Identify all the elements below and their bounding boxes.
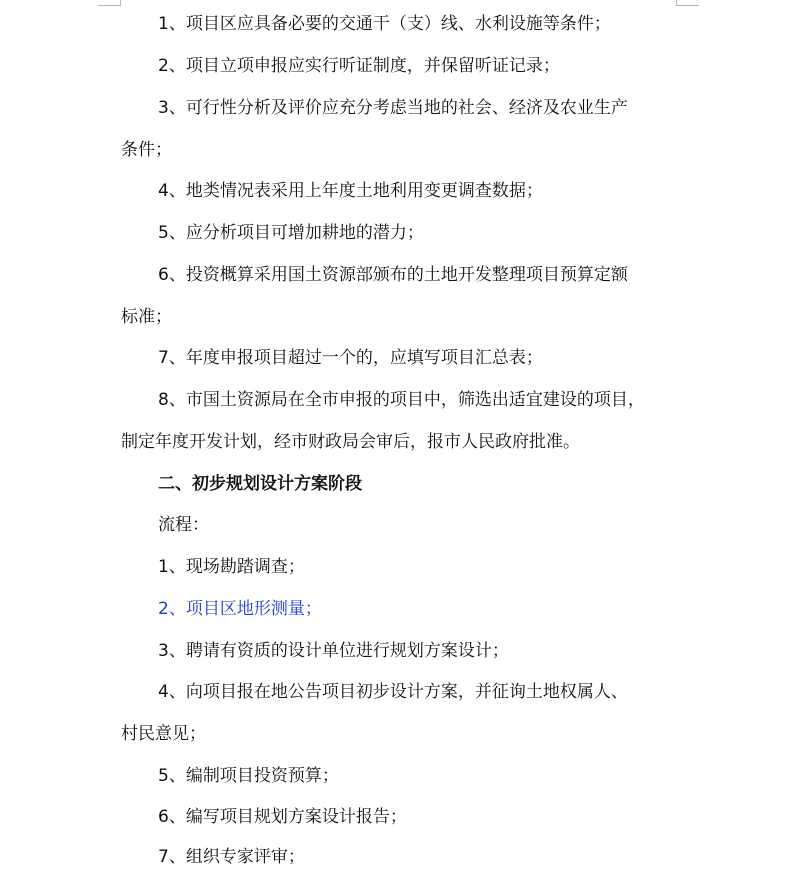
list-item: 2、项目立项申报应实行听证制度，并保留听证记录； bbox=[158, 56, 560, 76]
list-item: 3、聘请有资质的设计单位进行规划方案设计； bbox=[158, 641, 509, 661]
list-item-continuation: 村民意见； bbox=[121, 724, 206, 744]
list-item: 6、编写项目规划方案设计报告； bbox=[158, 807, 407, 827]
list-item-continuation: 标准； bbox=[121, 307, 172, 327]
list-item: 4、向项目报在地公告项目初步设计方案，并征询土地权属人、 bbox=[158, 682, 628, 702]
list-item: 4、地类情况表采用上年度土地利用变更调查数据； bbox=[158, 181, 543, 201]
process-label: 流程： bbox=[158, 515, 209, 535]
list-item: 6、投资概算采用国土资源部颁布的土地开发整理项目预算定额 bbox=[158, 265, 628, 285]
list-item: 1、现场勘踏调查； bbox=[158, 557, 305, 577]
list-item-continuation: 制定年度开发计划，经市财政局会审后，报市人民政府批准。 bbox=[121, 432, 580, 452]
list-item: 3、可行性分析及评价应充分考虑当地的社会、经济及农业生产 bbox=[158, 98, 628, 118]
list-item-link[interactable]: 2、项目区地形测量； bbox=[158, 599, 322, 619]
list-item: 1、项目区应具备必要的交通干（支）线、水利设施等条件； bbox=[158, 14, 611, 34]
list-item: 8、市国土资源局在全市申报的项目中，筛选出适宜建设的项目， bbox=[158, 390, 645, 410]
page-corner-mark-left bbox=[98, 0, 121, 6]
page-corner-mark-right bbox=[676, 0, 699, 6]
list-item: 5、编制项目投资预算； bbox=[158, 766, 339, 786]
list-item: 7、年度申报项目超过一个的，应填写项目汇总表； bbox=[158, 348, 543, 368]
list-item: 7、组织专家评审； bbox=[158, 847, 305, 867]
section-heading: 二、初步规划设计方案阶段 bbox=[158, 474, 362, 494]
list-item: 5、应分析项目可增加耕地的潜力； bbox=[158, 223, 424, 243]
list-item-continuation: 条件； bbox=[121, 140, 172, 160]
